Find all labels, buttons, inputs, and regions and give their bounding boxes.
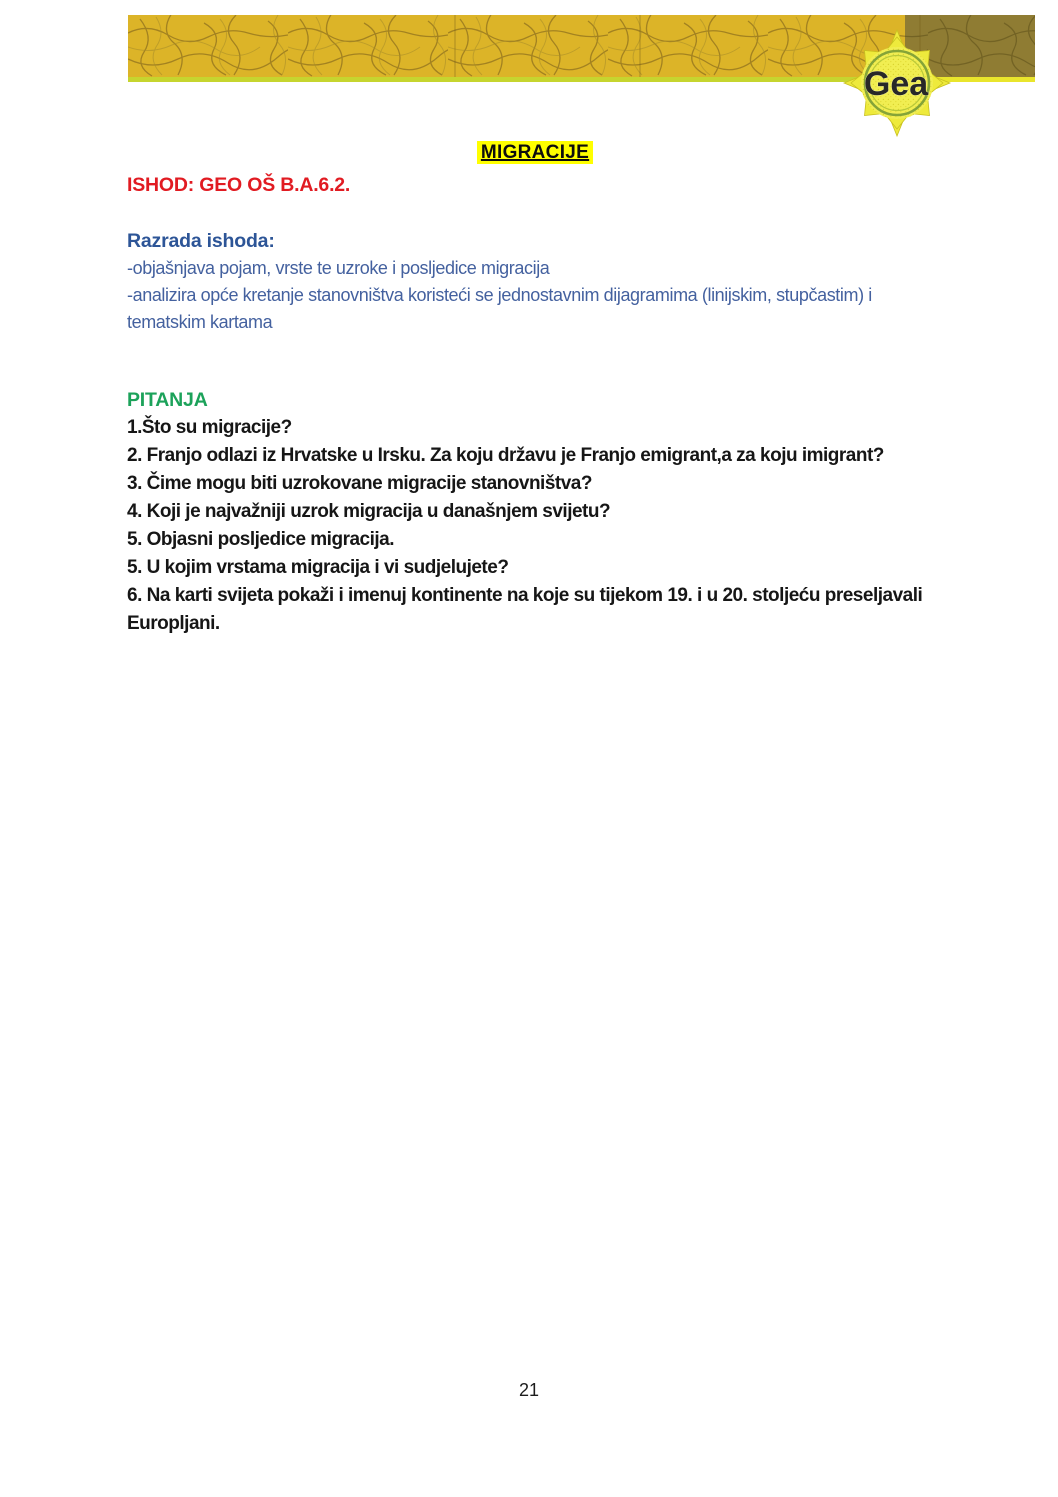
gea-logo <box>842 28 952 138</box>
title-row <box>127 141 943 164</box>
razrada-heading: Razrada ishoda: <box>127 230 275 252</box>
razrada-line: -analizira opće kretanje stanovništva koristeći se jednostavnim dijagramima (linijskim, stupčastim) i tematskim kartama <box>127 285 872 332</box>
question-item: 4. Koji je najvažniji uzrok migracija u današnjem svijetu? <box>127 501 611 522</box>
question-item: 3. Čime mogu biti uzrokovane migracije stanovništva? <box>127 473 592 494</box>
razrada-line: -objašnjava pojam, vrste te uzroke i posljedice migracija <box>127 258 550 278</box>
question-item: 5. U kojim vrstama migracija i vi sudjelujete? <box>127 557 509 578</box>
document-body <box>127 141 943 638</box>
ishod-heading: ISHOD: GEO OŠ B.A.6.2. <box>127 174 351 196</box>
page-title: MIGRACIJE <box>477 141 593 164</box>
question-item: 5. Objasni posljedice migracija. <box>127 529 394 550</box>
page-number: 21 <box>518 1380 540 1400</box>
sun-compass-icon <box>842 28 952 138</box>
pitanja-heading: PITANJA <box>127 389 208 411</box>
question-item: 1.Što su migracije? <box>127 417 292 438</box>
question-item: 2. Franjo odlazi iz Hrvatske u Irsku. Za koju državu je Franjo emigrant,a za koju imigrant? <box>127 445 884 466</box>
question-item: 6. Na karti svijeta pokaži i imenuj kontinente na koje su tijekom 19. i u 20. stoljeću preseljavali Europljani. <box>127 585 923 634</box>
logo-wordmark: Gea <box>863 65 929 103</box>
